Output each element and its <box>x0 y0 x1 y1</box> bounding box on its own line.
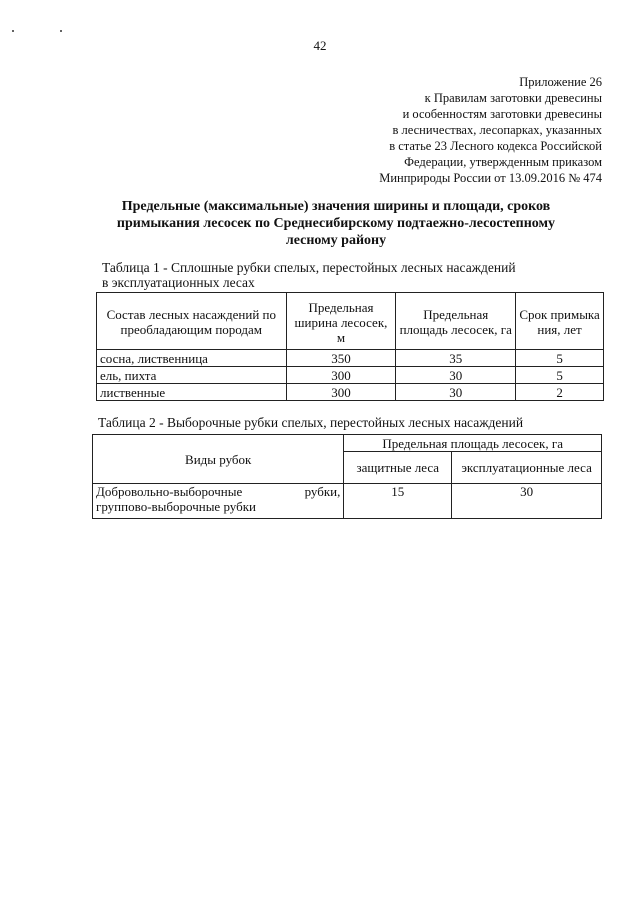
table1 <box>96 292 604 401</box>
appendix-line: в лесничествах, лесопарках, указанных <box>392 123 602 137</box>
table-header-row <box>97 293 604 350</box>
table-cell: 30 <box>396 384 516 401</box>
table-cell: 2 <box>516 384 604 401</box>
table2-caption: Таблица 2 - Выборочные рубки спелых, перестойных лесных насаждений <box>98 415 524 430</box>
table-cell: ель, пихта <box>97 367 287 384</box>
appendix-line: к Правилам заготовки древесины <box>424 91 602 105</box>
table-cell: 350 <box>286 350 396 367</box>
appendix-line: Приложение 26 <box>519 75 602 89</box>
header-cell: Срок примыка ния, лет <box>516 293 604 350</box>
table-cell: 30 <box>452 484 602 519</box>
table-row <box>97 367 604 384</box>
header-cell: Предельная площадь лесосек, га <box>344 435 602 452</box>
cell-text: рубки, <box>304 484 341 499</box>
table-cell: 300 <box>286 367 396 384</box>
header-cell: Виды рубок <box>93 435 344 484</box>
page-number: 42 <box>313 38 327 53</box>
header-cell: Состав лесных насаждений по преобладающим породам <box>97 293 287 350</box>
appendix-line: Федерации, утвержденным приказом <box>404 155 602 169</box>
table1-caption-line1: Таблица 1 - Сплошные рубки спелых, перестойных лесных насаждений <box>102 260 516 275</box>
header-cell: Предельная ширина лесосек, м <box>286 293 396 350</box>
scan-speck <box>60 30 62 32</box>
appendix-line: и особенностям заготовки древесины <box>402 107 602 121</box>
document-title: Предельные (максимальные) значения ширины и площади, сроков примыкания лесосек по Среднесибирскому подтаежно-лесостепному лесному району <box>116 199 556 248</box>
appendix-note <box>302 74 602 186</box>
table2 <box>92 434 602 519</box>
cell-text: Добровольно-выборочные <box>96 484 243 499</box>
table-cell: лиственные <box>97 384 287 401</box>
header-cell: эксплуатационные леса <box>452 452 602 484</box>
table-cell <box>93 484 344 519</box>
table-cell: сосна, лиственница <box>97 350 287 367</box>
table-cell: 5 <box>516 367 604 384</box>
table1-caption-line2: в эксплуатационных лесах <box>102 275 255 290</box>
header-cell: защитные леса <box>344 452 452 484</box>
table-row <box>97 350 604 367</box>
table-cell: 35 <box>396 350 516 367</box>
table-row <box>93 484 602 519</box>
table1-caption <box>102 260 516 290</box>
scan-speck <box>12 30 14 32</box>
cell-line <box>96 484 340 499</box>
table-header-row <box>93 435 602 452</box>
table-cell: 30 <box>396 367 516 384</box>
table-row <box>97 384 604 401</box>
header-cell: Предельная площадь лесосек, га <box>396 293 516 350</box>
table-cell: 300 <box>286 384 396 401</box>
table-cell: 15 <box>344 484 452 519</box>
cell-text: групповo-выборочные рубки <box>96 499 256 514</box>
appendix-line: Минприроды России от 13.09.2016 № 474 <box>379 171 602 185</box>
appendix-line: в статье 23 Лесного кодекса Российской <box>389 139 602 153</box>
table-cell: 5 <box>516 350 604 367</box>
